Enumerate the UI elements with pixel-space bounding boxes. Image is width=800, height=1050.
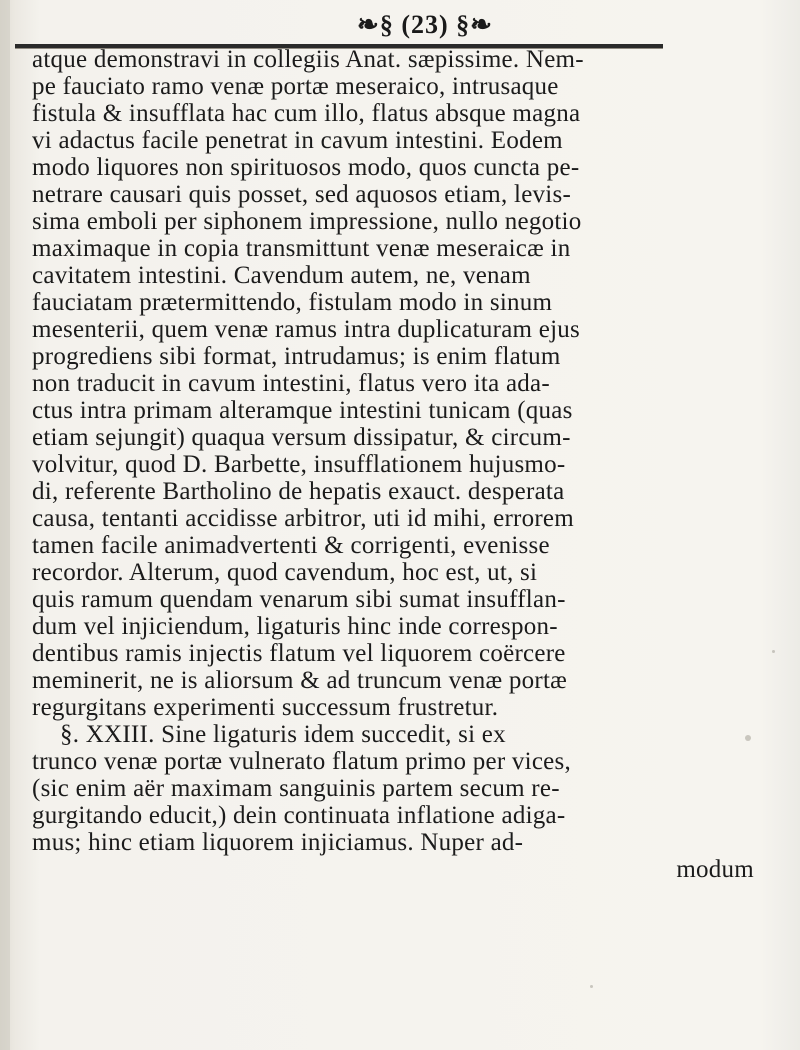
- text-line: mesenterii, quem venæ ramus intra duplicaturam ejus: [32, 316, 581, 343]
- text-line: fauciatam prætermittendo, fistulam modo in sinum: [32, 289, 553, 316]
- text-line: ctus intra primam alteramque intestini tunicam (quas: [32, 397, 573, 424]
- section-line: §. XXIII. Sine ligaturis idem succedit, si ex: [60, 721, 506, 748]
- text-line: vi adactus facile penetrat in cavum intestini. Eodem: [32, 127, 563, 154]
- text-line: dentibus ramis injectis flatum vel liquorem coërcere: [32, 640, 566, 667]
- text-line: atque demonstravi in collegiis Anat. sæpissime. Nem-: [32, 46, 584, 73]
- text-line: volvitur, quod D. Barbette, insufflationem hujusmo-: [32, 451, 566, 478]
- text-line: regurgitans experimenti successum frustretur.: [32, 694, 499, 721]
- text-line: progrediens sibi format, intrudamus; is enim flatum: [32, 343, 561, 370]
- text-line: (sic enim aër maximam sanguinis partem secum re-: [32, 775, 560, 802]
- text-line: sima emboli per siphonem impressione, nullo negotio: [32, 208, 582, 235]
- text-line: modo liquores non spirituosos modo, quos cuncta pe-: [32, 154, 580, 181]
- text-line: tamen facile animadvertenti & corrigenti, evenisse: [32, 532, 550, 559]
- paper-speck: [772, 650, 775, 653]
- catchword: modum: [676, 856, 754, 883]
- text-line: gurgitando educit,) dein continuata inflatione adiga-: [32, 802, 566, 829]
- text-line: etiam sejungit) quaqua versum dissipatur, & circum-: [32, 424, 571, 451]
- text-line: maximaque in copia transmittunt venæ meseraicæ in: [32, 235, 571, 262]
- text-line: meminerit, ne is aliorsum & ad truncum venæ portæ: [32, 667, 568, 694]
- text-line: cavitatem intestini. Cavendum autem, ne, venam: [32, 262, 531, 289]
- text-line: causa, tentanti accidisse arbitror, uti id mihi, errorem: [32, 505, 574, 532]
- page-number: ❧§ (23) §❧: [357, 10, 493, 39]
- text-line: non traducit in cavum intestini, flatus vero ita ada-: [32, 370, 550, 397]
- text-line: recordor. Alterum, quod cavendum, hoc est, ut, si: [32, 559, 538, 586]
- body-text: [32, 46, 792, 883]
- text-line: quis ramum quendam venarum sibi sumat insufflan-: [32, 586, 566, 613]
- text-line: trunco venæ portæ vulnerato flatum primo per vices,: [32, 748, 572, 775]
- text-line: di, referente Bartholino de hepatis exauct. desperata: [32, 478, 565, 505]
- text-line: fistula & insufflata hac cum illo, flatus absque magna: [32, 100, 581, 127]
- text-line: mus; hinc etiam liquorem injiciamus. Nuper ad-: [32, 829, 524, 856]
- text-line: pe fauciato ramo venæ portæ meseraico, intrusaque: [32, 73, 559, 100]
- text-line: dum vel injiciendum, ligaturis hinc inde correspon-: [32, 613, 558, 640]
- paper-speck: [590, 985, 593, 988]
- text-line: netrare causari quis posset, sed aquosos etiam, levis-: [32, 181, 572, 208]
- paper-speck: [745, 735, 751, 741]
- page-header: [0, 6, 800, 40]
- binding-gutter: [0, 0, 10, 1050]
